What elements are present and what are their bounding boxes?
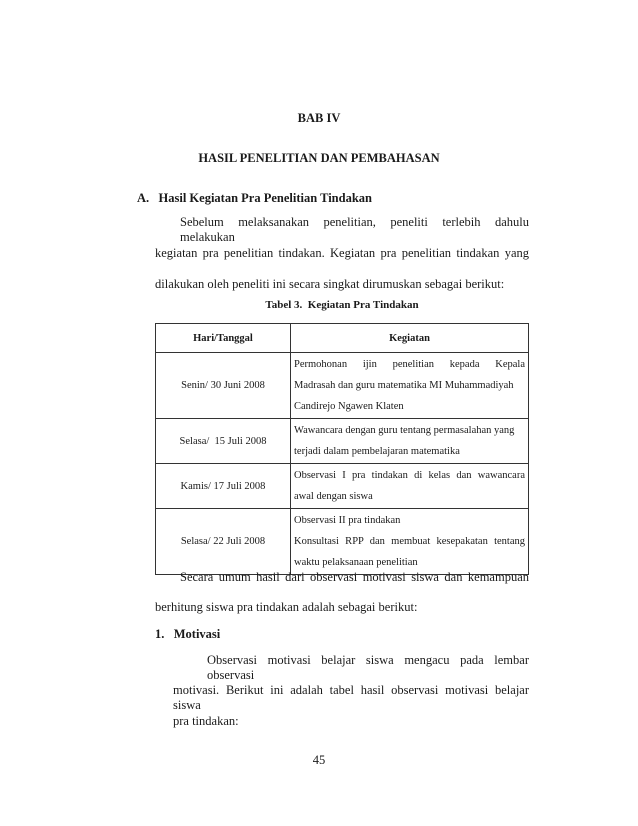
activity-line: terjadi dalam pembelajaran matematika xyxy=(294,446,460,457)
activity-line: Konsultasi RPP dan membuat kesepakatan tentang xyxy=(294,536,525,547)
page-number: 45 xyxy=(312,753,326,767)
table-row xyxy=(156,464,529,509)
table-row xyxy=(156,419,529,464)
row-date: Selasa/ 15 Juli 2008 xyxy=(156,419,291,464)
activity-line: Observasi I pra tindakan di kelas dan wawancara xyxy=(294,470,525,481)
section-a-heading: A. Hasil Kegiatan Pra Penelitian Tindakan xyxy=(137,191,372,205)
subsection-1-heading: 1. Motivasi xyxy=(155,627,221,641)
table-row xyxy=(156,509,529,575)
activity-line: Permohonan ijin penelitian kepada Kepala xyxy=(294,359,525,370)
activity-line: Madrasah dan guru matematika MI Muhammadiyah xyxy=(294,380,514,391)
summary-line-1: Secara umum hasil dari observasi motivasi siswa dan kemampuan xyxy=(180,570,529,584)
activity-line: Wawancara dengan guru tentang permasalahan yang xyxy=(294,425,515,436)
subsection-1-line-3: pra tindakan: xyxy=(173,714,239,728)
row-date: Selasa/ 22 Juli 2008 xyxy=(156,509,291,575)
table-caption: Tabel 3. Kegiatan Pra Tindakan xyxy=(265,299,419,311)
activity-line: awal dengan siswa xyxy=(294,491,373,502)
row-activity xyxy=(291,509,529,575)
chapter-title: HASIL PENELITIAN DAN PEMBAHASAN xyxy=(198,151,440,165)
section-a-line-2: kegiatan pra penelitian tindakan. Kegiatan pra penelitian tindakan yang xyxy=(155,246,529,260)
activity-line: Candirejo Ngawen Klaten xyxy=(294,401,404,412)
activity-line: waktu pelaksanaan penelitian xyxy=(294,557,418,568)
summary-line-2: berhitung siswa pra tindakan adalah sebagai berikut: xyxy=(155,600,418,614)
subsection-1-line-1: Observasi motivasi belajar siswa mengacu pada lembar observasi xyxy=(207,653,529,682)
row-date: Senin/ 30 Juni 2008 xyxy=(156,353,291,419)
header-activity: Kegiatan xyxy=(291,324,529,353)
section-a-line-3: dilakukan oleh peneliti ini secara singkat dirumuskan sebagai berikut: xyxy=(155,277,505,291)
row-activity xyxy=(291,353,529,419)
header-date: Hari/Tanggal xyxy=(156,324,291,353)
section-a-line-1: Sebelum melaksanakan penelitian, peneliti terlebih dahulu melakukan xyxy=(180,215,529,244)
table-row xyxy=(156,353,529,419)
row-activity xyxy=(291,464,529,509)
activity-line: Observasi II pra tindakan xyxy=(294,515,401,526)
subsection-1-line-2: motivasi. Berikut ini adalah tabel hasil observasi motivasi belajar siswa xyxy=(173,683,529,712)
activities-table xyxy=(155,323,529,575)
table-header-row xyxy=(156,324,529,353)
chapter-number: BAB IV xyxy=(297,111,341,125)
row-activity xyxy=(291,419,529,464)
row-date: Kamis/ 17 Juli 2008 xyxy=(156,464,291,509)
